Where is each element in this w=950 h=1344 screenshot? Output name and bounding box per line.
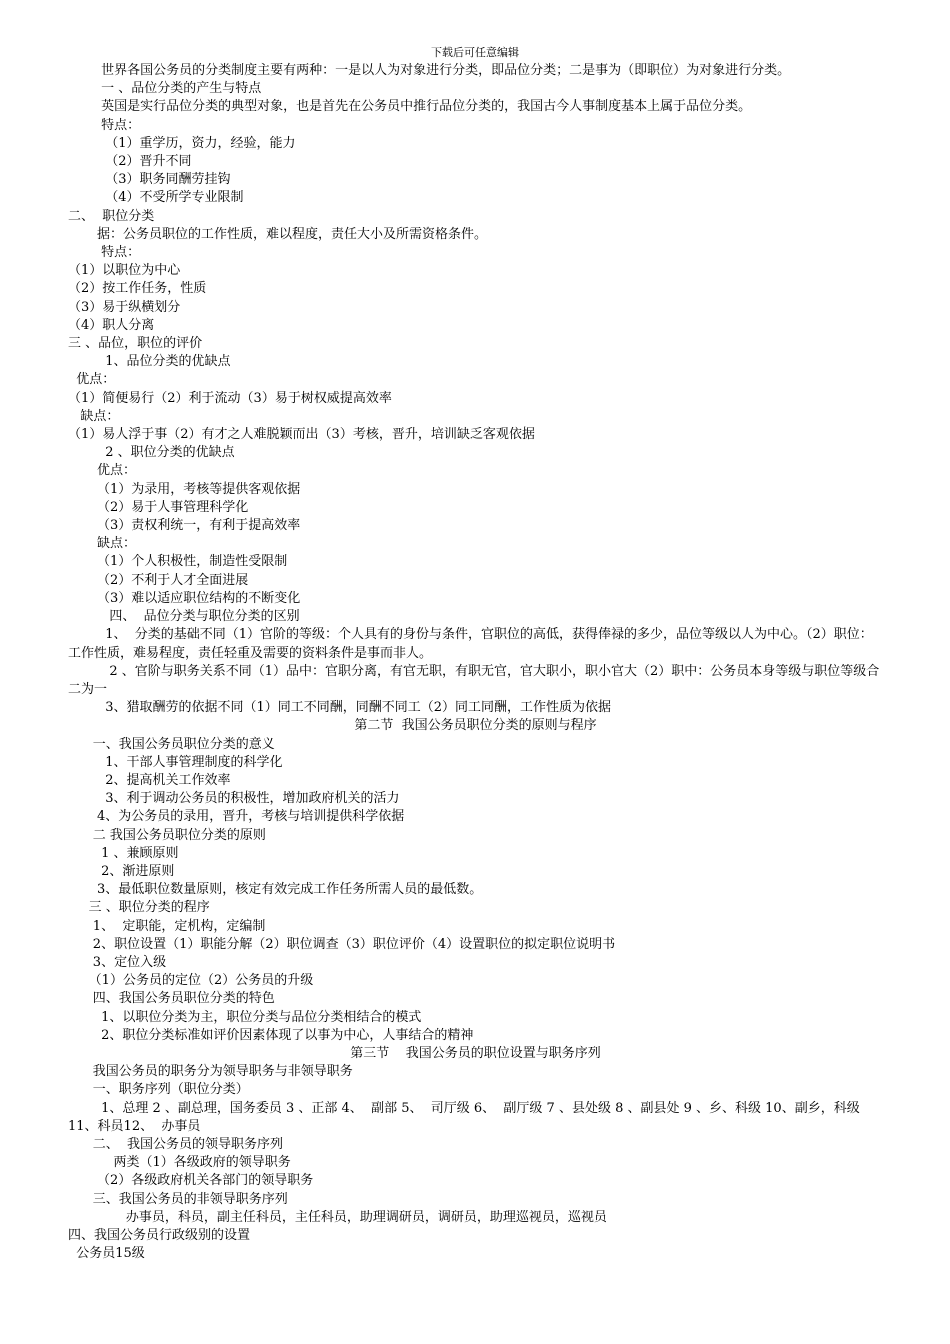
- text-line: 2、渐进原则: [68, 863, 175, 879]
- text-line: 我国公务员的职务分为领导职务与非领导职务: [68, 1064, 353, 1080]
- text-line: 1、总理 2 、副总理，国务委员 3 、正部 4、 副部 5、 司厅级 6、 副厅级 7 、县处级 8 、副县处 9 、乡、科级 10、副乡，科级11、科员12、 办事员: [68, 1100, 860, 1134]
- text-line: 二 我国公务员职位分类的原则: [68, 827, 266, 843]
- text-line: 4、为公务员的录用，晋升，考核与培训提供科学依据: [68, 809, 405, 825]
- text-line: 两类（1）各级政府的领导职务: [68, 1155, 291, 1171]
- text-line: 2、提高机关工作效率: [68, 772, 231, 788]
- text-line: 2、职位设置（1）职能分解（2）职位调查（3）职位评价（4）设置职位的拟定职位说明书: [68, 936, 616, 952]
- text-line: 三 、职位分类的程序: [68, 900, 210, 916]
- text-line: 世界各国公务员的分类制度主要有两种：一是以人为对象进行分类，即品位分类；二是事为（即职位）为对象进行分类。: [68, 63, 791, 78]
- text-line: 3、定位入级: [68, 954, 167, 970]
- text-line: 1 、兼顾原则: [68, 845, 179, 861]
- text-line: 一、职务序列（职位分类）: [68, 1082, 249, 1098]
- text-line: （2）不利于人才全面进展: [68, 572, 249, 588]
- text-line: （1）重学历，资力，经验，能力: [68, 135, 296, 151]
- text-line: 公务员15级: [68, 1246, 145, 1262]
- text-line: 1、 分类的基础不同（1）官阶的等级：个人具有的身份与条件，官职位的高低，获得俸禄的多少，品位等级以人为中心。（2）职位：工作性质，难易程度，责任轻重及需要的资料条件是事而非人。: [68, 627, 873, 661]
- text-line: 2 、职位分类的优缺点: [68, 445, 235, 461]
- text-line: （3）责权利统一，有利于提高效率: [68, 518, 301, 534]
- section-heading: 第三节 我国公务员的职位设置与职务序列: [350, 1045, 601, 1061]
- text-line: （1）公务员的定位（2）公务员的升级: [68, 973, 314, 989]
- text-line: （2）各级政府机关各部门的领导职务: [68, 1173, 314, 1189]
- text-line: 三 、品位，职位的评价: [68, 336, 203, 352]
- text-line: 四、 品位分类与职位分类的区别: [68, 609, 300, 625]
- text-line: （2）易于人事管理科学化: [68, 499, 249, 515]
- text-line: （4）不受所学专业限制: [68, 190, 244, 206]
- text-line: （1）个人积极性，制造性受限制: [68, 554, 288, 570]
- text-line: 一 、品位分类的产生与特点: [68, 81, 262, 97]
- text-line: （1）易人浮于事（2）有才之人难脱颖而出（3）考核，晋升，培训缺乏客观依据: [68, 427, 535, 443]
- text-line: 1、以职位分类为主，职位分类与品位分类相结合的模式: [68, 1009, 422, 1025]
- text-line: 优点：: [68, 372, 116, 388]
- text-line: （1）以职位为中心: [68, 263, 181, 279]
- text-line: 缺点：: [68, 536, 136, 552]
- text-line: （2）晋升不同: [68, 154, 192, 170]
- text-line: 特点：: [68, 117, 141, 133]
- text-line: （2）按工作任务，性质: [68, 281, 207, 297]
- text-line: （1）为录用，考核等提供客观依据: [68, 481, 301, 497]
- text-line: （4）职人分离: [68, 317, 155, 333]
- text-line: 办事员，科员，副主任科员，主任科员，助理调研员，调研员，助理巡视员，巡视员: [68, 1209, 607, 1225]
- text-line: 2、职位分类标准如评价因素体现了以事为中心，人事结合的精神: [68, 1027, 474, 1043]
- text-line: （3）难以适应职位结构的不断变化: [68, 590, 301, 606]
- text-line: （1）简便易行（2）利于流动（3）易于树权威提高效率: [68, 390, 392, 406]
- page-header-note: 下载后可任意编辑: [431, 46, 519, 59]
- text-line: 四、我国公务员职位分类的特色: [68, 991, 275, 1007]
- text-line: 3、利于调动公务员的积极性，增加政府机关的活力: [68, 791, 400, 807]
- text-line: 1、品位分类的优缺点: [68, 354, 231, 370]
- text-line: 特点：: [68, 245, 141, 261]
- text-line: 四、我国公务员行政级别的设置: [68, 1228, 251, 1243]
- text-line: 3、猎取酬劳的依据不同（1）同工不同酬，同酬不同工（2）同工同酬，工作性质为依据: [68, 700, 612, 716]
- text-line: 一、我国公务员职位分类的意义: [68, 736, 275, 752]
- text-line: 缺点：: [68, 408, 120, 424]
- text-line: 二、 我国公务员的领导职务序列: [68, 1136, 284, 1152]
- text-line: 二、 职位分类: [68, 208, 155, 224]
- text-line: 据：公务员职位的工作性质，难以程度，责任大小及所需资格条件。: [68, 226, 487, 242]
- text-line: 三、我国公务员的非领导职务序列: [68, 1191, 288, 1207]
- section-heading: 第二节 我国公务员职位分类的原则与程序: [354, 718, 597, 734]
- text-line: 英国是实行品位分类的典型对象，也是首先在公务员中推行品位分类的，我国古今人事制度基本上属于品位分类。: [68, 99, 752, 115]
- text-line: 优点：: [68, 463, 136, 479]
- text-line: 3、最低职位数量原则，核定有效完成工作任务所需人员的最低数。: [68, 882, 483, 898]
- text-line: （3）易于纵横划分: [68, 299, 181, 315]
- text-line: （3）职务同酬劳挂钩: [68, 172, 231, 188]
- text-line: 1、干部人事管理制度的科学化: [68, 754, 283, 770]
- text-line: 1、 定职能，定机构，定编制: [68, 918, 266, 934]
- document-body: [68, 62, 883, 1263]
- text-line: 2 、官阶与职务关系不同（1）品中：官职分离，有官无职，有职无官，官大职小，职小官大（2）职中：公务员本身等级与职位等级合二为一: [68, 663, 880, 697]
